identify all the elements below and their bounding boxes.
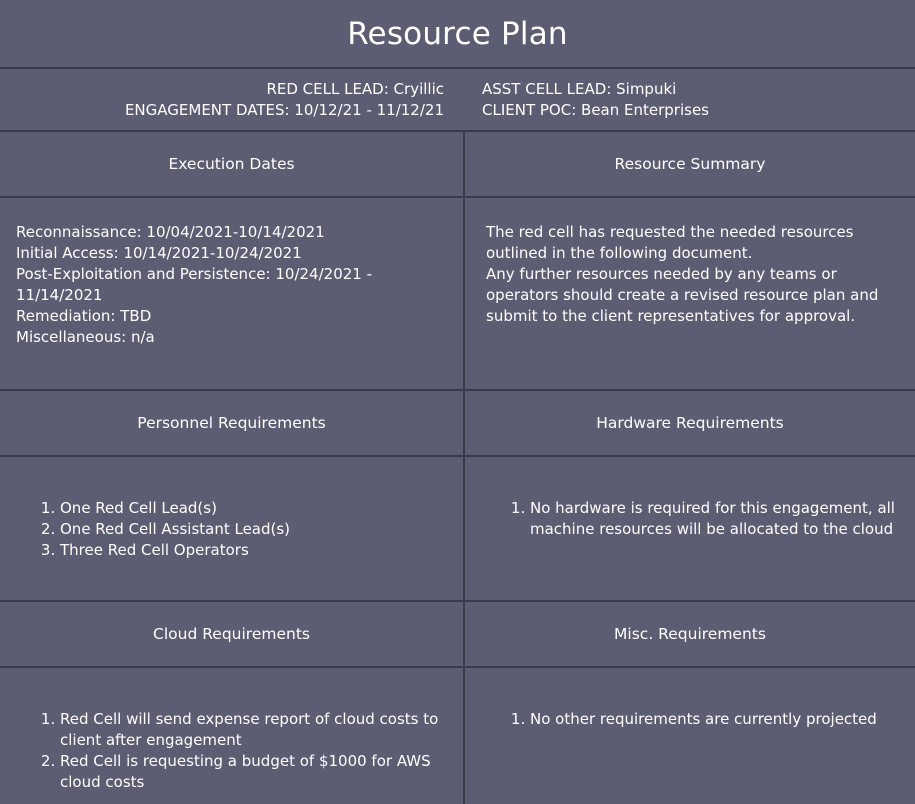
list-item: 1. One Red Cell Lead(s): [60, 498, 452, 519]
red-cell-lead: RED CELL LEAD: Cryillic: [266, 80, 444, 98]
cloud-heading: Cloud Requirements: [153, 625, 310, 643]
column-divider: [463, 130, 465, 804]
divider: [0, 67, 915, 69]
resource-summary-body: [486, 222, 901, 327]
list-item: 2. One Red Cell Assistant Lead(s): [60, 519, 452, 540]
hardware-list: [486, 498, 906, 540]
meta-left: [125, 79, 444, 121]
execution-date-line: Initial Access: 10/14/2021-10/24/2021: [16, 244, 302, 262]
list-item: 1. Red Cell will send expense report of cloud costs to client after engagement: [60, 709, 456, 751]
cloud-list: [16, 709, 456, 793]
execution-date-line: Remediation: TBD: [16, 307, 152, 325]
list-item: 1. No hardware is required for this engagement, all machine resources will be allocated to the cloud: [530, 498, 906, 540]
cloud-body: [16, 709, 456, 793]
misc-heading: Misc. Requirements: [614, 625, 766, 643]
divider: [0, 196, 915, 198]
execution-date-line: Post-Exploitation and Persistence: 10/24/2021 - 11/14/2021: [16, 265, 373, 304]
engagement-dates: ENGAGEMENT DATES: 10/12/21 - 11/12/21: [124, 101, 444, 119]
summary-line: Any further resources needed by any teams or operators should create a revised resource plan and submit to the client representatives for approval.: [486, 265, 879, 325]
page-title: Resource Plan: [347, 15, 568, 52]
client-poc: CLIENT POC: Bean Enterprises: [482, 101, 709, 119]
list-item: 2. Red Cell is requesting a budget of $1000 for AWS cloud costs: [60, 751, 456, 793]
personnel-heading: Personnel Requirements: [137, 414, 326, 432]
divider: [0, 455, 915, 457]
misc-list: [486, 709, 912, 730]
execution-date-line: Reconnaissance: 10/04/2021-10/14/2021: [16, 223, 325, 241]
asst-cell-lead: ASST CELL LEAD: Simpuki: [482, 80, 677, 98]
execution-date-line: Miscellaneous: n/a: [16, 328, 155, 346]
personnel-body: [16, 498, 452, 561]
meta-right: [482, 79, 709, 121]
summary-line: The red cell has requested the needed resources outlined in the following document.: [486, 223, 854, 262]
list-item: 3. Three Red Cell Operators: [60, 540, 452, 561]
execution-dates-heading: Execution Dates: [168, 155, 295, 173]
hardware-heading: Hardware Requirements: [596, 414, 784, 432]
divider: [0, 666, 915, 668]
misc-body: [486, 709, 912, 730]
personnel-list: [16, 498, 452, 561]
resource-summary-heading: Resource Summary: [614, 155, 766, 173]
hardware-body: [486, 498, 906, 540]
execution-dates-body: [16, 222, 452, 348]
list-item: 1. No other requirements are currently projected: [530, 709, 912, 730]
